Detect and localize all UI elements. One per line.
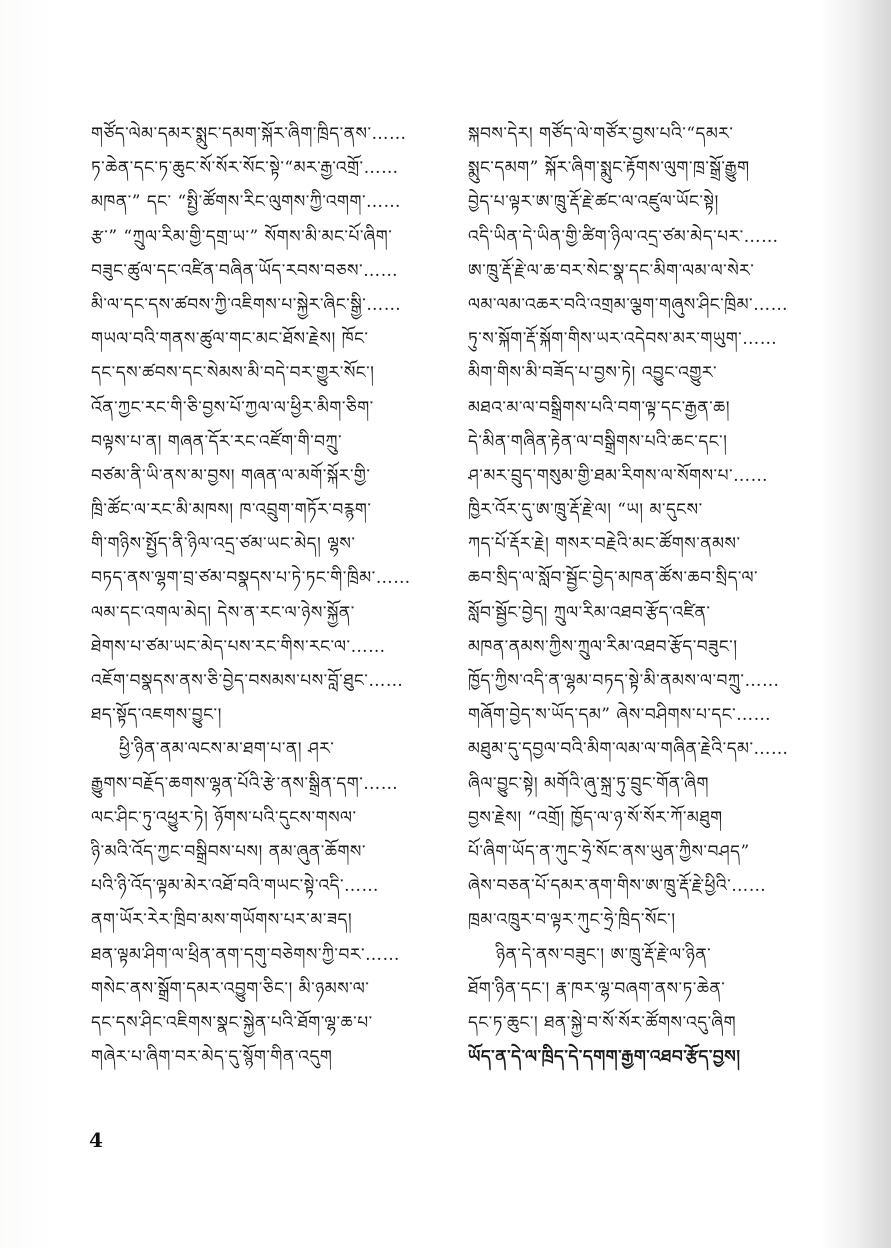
- text-line: རྩ་” “ཀྲུལ་རིམ་གྱི་དགྲ་ཡ་” སོགས་མི་མང་པོ་ཞིག་: [91, 226, 393, 247]
- text-line: ཡོད་ན་དེ་ལ་ཁྲིད་དེ་དགག་རྒྱག་འཐབ་རྩོད་བྱས།: [468, 1047, 741, 1068]
- text-line: ཐན་ལྟམ་ཤིག་ལ་ཕྲིན་ནག་དགུ་བཅེགས་ཀྱི་བར་……: [91, 944, 401, 965]
- text-line: ཁྱིར་འོར་དུ་ཨ་ཁྲུ་རྡོ་རྗེ་ལ། “ཡ། མ་དུངས་: [468, 500, 703, 521]
- text-line: མིག་གིས་མི་བཟོད་པ་བྱས་ཏེ། འབྱུང་འགྱུར་: [468, 363, 718, 384]
- text-line: བལྟས་པ་ན། གཞན་དོར་རང་འཛོག་གི་བཀྲུ་: [91, 431, 343, 452]
- text-line: གཙོད་ལེམ་དམར་སྨུང་དམག་སྐོར་ཞིག་ཁྲིད་ནས་……: [91, 124, 407, 144]
- text-line: གཡལ་བའི་གནས་ཚུལ་གང་མང་ཐོས་རྗེས། ཁོང་: [91, 329, 369, 350]
- text-line: རྒྱུགས་བརྗོད་ཆགས་ལྷན་པོའི་རྩེ་ནས་སྒྲིན་དག་……: [91, 773, 399, 794]
- text-line: བཏད་ནས་ལྷག་བྲ་ཙམ་བསྣདས་པ་ཏེ་ཏང་གི་ཁྲིམ་……: [91, 568, 411, 589]
- page-number: 4: [89, 1128, 103, 1152]
- text-line: ཞེས་བཅན་པོ་དམར་ནག་གིས་ཨ་ཁྲུ་རྡོ་རྗེ་ཕྱིའི་……: [468, 876, 767, 897]
- text-line: དང་དས་ཤིང་འཇིགས་སྣང་སྐྱེན་པའི་ཐོག་ལྷ་ཆ་པ་: [91, 1012, 373, 1033]
- text-line: ལང་ཤིང་ཏུ་འཕྱུར་ཏེ། ཉོགས་པའི་དུངས་གསལ་: [91, 807, 357, 828]
- text-line: དེ་མིན་གཞིན་རྟེན་ལ་བསྒྲིགས་པའི་ཆང་དང་།: [468, 431, 728, 452]
- text-line: བཙམ་ནི་ཡི་ནས་མ་བྱས། གཞན་ལ་མགོ་སྐོར་གྱི་: [91, 465, 371, 486]
- text-line: ཉིན་དེ་ནས་བཟུང་། ཨ་ཁྲུ་རྡོ་རྗེ་ལ་ཉིན་: [496, 944, 712, 965]
- text-line: བྱེད་པ་ལྟར་ཨ་ཁྲུ་རྡོ་རྗེ་ཚང་ལ་འཛུལ་ཡོང་སྟེ།: [468, 192, 719, 213]
- text-line: བྱས་རྗེས། “འགྲོ། ཁྱོད་ལ་ཉ་སོ་སོར་ཀོ་མཐུག: [468, 807, 723, 828]
- text-line: ལམ་ལམ་འཆར་བའི་འགྲམ་ལྕག་གཞུས་ཤིང་ཁྲིམ་……: [468, 294, 789, 315]
- text-line: ཁྱོད་ཀྱིས་འདི་ན་ལྷམ་བཏད་སྟེ་མི་ནམས་ལ་བཀྲུ་……: [468, 671, 780, 691]
- text-line: ཤ་མར་བྲུད་གསུམ་གྱི་ཐམ་རིགས་ལ་སོགས་པ་……: [468, 465, 769, 486]
- text-line: ཨ་ཁྲུ་རྡོ་རྗེ་ལ་ཆ་བར་སེང་སྣ་དང་མིག་ལམ་ལ་སེར་: [468, 260, 755, 281]
- text-line: མཐའ་མ་ལ་བསྒྲིགས་པའི་བག་ལྟ་དང་རྒྱན་ཆ།: [468, 397, 731, 418]
- text-line: བཟུང་ཚུལ་དང་འཛིན་བཞིན་ཡོད་རབས་བཅས་……: [91, 260, 399, 281]
- text-line: མཁན་” དང་ “སྤྱི་ཚོགས་རིང་ལུགས་ཀྱི་འགག་……: [91, 192, 402, 213]
- text-line: ཐེགས་པ་ཙམ་ཡང་མེད་པས་རང་གིས་རང་ལ་……: [91, 636, 386, 657]
- text-line: སྐབས་དེར། གཙོད་ལེ་གཙོར་བྱས་པའི་“དམར་: [468, 124, 734, 144]
- text-line: སློབ་སྦྱོང་བྱེད། ཀྲུལ་རིམ་འཐབ་རྩོད་འཛིན་: [468, 602, 711, 623]
- text-line: ཆབ་སྲིད་ལ་སློབ་སྦྱོང་བྱེད་མཁན་ཚོས་ཆབ་སྲིད་ལ་: [468, 568, 759, 589]
- text-line: འོན་ཀྱང་རང་གི་ཅི་བྱས་པོ་ཀྱལ་ལ་ཕྱིར་མིག་ཅིག་: [91, 397, 374, 418]
- text-line: འདི་ཡིན་དེ་ཡིན་གྱི་ཚིག་ཉིལ་འདྲ་ཙམ་མེད་པར་……: [468, 226, 779, 247]
- text-line: གི་གཉིས་སྤྱོད་ནི་ཉིལ་འདྲ་ཙམ་ཡང་མེད། ལྷས་: [91, 534, 356, 555]
- text-line: ཐད་སྟོད་འཇགས་བྱུང་།: [91, 705, 222, 726]
- text-line: དང་དས་ཚབས་དང་སེམས་མི་བདེ་བར་གྱུར་སོང་།: [91, 363, 375, 384]
- text-line: ཀད་པོ་རྡོར་རྗེ། གསར་བརྗེའི་མང་ཚོགས་ནམས་: [468, 534, 741, 555]
- text-line: གསེང་ནས་སྒྲོག་དམར་འབྱུག་ཅིང་། མི་ཉམས་ལ་: [91, 978, 370, 999]
- text-line: པོ་ཞིག་ཡོད་ན་ཀུང་ཧྲེ་སོང་ནས་ཡུན་ཀྱིས་བཤད”: [468, 841, 750, 862]
- text-line: དང་ཏ་ཆུང་། ཐན་སྐྱེ་བ་སོ་སོར་ཚོགས་འདུ་ཞིག: [468, 1012, 737, 1033]
- text-line: མཐུམ་དུ་དབྱལ་བའི་མིག་ལམ་ལ་གཞིན་རྗེའི་དམ་……: [468, 739, 789, 760]
- text-line: མི་ལ་དང་དས་ཚབས་ཀྱི་འཇིགས་པ་སྐྱེར་ཞིང་སྒྱི་……: [91, 294, 402, 315]
- text-line: ཉི་མའི་འོད་ཀྱང་བསྒྲིབས་པས། ནམ་ཞུན་ཆོགས་: [91, 841, 366, 862]
- left-column: [91, 117, 436, 1074]
- text-line: ནག་ཡོར་རེར་ཁྲིབ་མས་གཡོགས་པར་མ་ཟད།: [91, 910, 353, 931]
- text-line: སྨུང་དམག” སྐོར་ཞིག་སྨུང་རྟོགས་ལུག་ཁྲ་སྒྲོ་རྒྱུག: [468, 158, 750, 179]
- text-line: ཕྱི་ཉིན་ནམ་ལངས་མ་ཐག་པ་ན། ཤར་: [119, 739, 335, 760]
- text-line: འཇོག་བསྣདས་ནས་ཅི་བྱེད་བསམས་པས་བློ་ཐུང་……: [91, 671, 404, 691]
- right-column: [468, 117, 813, 1074]
- text-line: ཁྲི་ཚོང་ལ་རང་མི་མཁས། ཁ་འབྲུག་གཏོར་བརྙག་: [91, 500, 372, 521]
- text-line: ལམ་དང་འགལ་མེད། དེས་ན་རང་ལ་ཉེས་སྐྱོན་: [91, 602, 355, 623]
- text-line: ཐོག་ཉིན་དང་། རྣ་ཁར་ལྷ་བཞག་ནས་ཏ་ཆེན་: [468, 978, 726, 999]
- text-line: པའི་ཉི་འོད་ལྟམ་མེར་འཐོ་བའི་གཡང་སྟེ་འདི་……: [91, 876, 380, 897]
- text-line: གཞེར་པ་ཞིག་བར་མེད་དུ་སྙོག་གིན་འདུག: [91, 1047, 333, 1068]
- text-line: ཁྲམ་འཁྲུར་བ་ལྟར་ཀུང་ཧྲེ་ཁྲིད་སོང་།: [468, 910, 676, 931]
- text-line: ཏུ་ས་སྐོག་རྡོ་སྐོག་གིས་ཡར་འདེབས་མར་གཡུག་……: [468, 329, 778, 350]
- text-line: ཞིལ་བྱུང་སྟེ། མགོའི་ཞུ་སྐྲ་ཏུ་བྲུང་གོན་ཞིག: [468, 773, 709, 794]
- text-line: ཏ་ཆེན་དང་ཏ་ཆུང་སོ་སོར་སོང་སྟེ་“མར་རྒྱ་འགྲོ་……: [91, 158, 399, 179]
- text-line: མཁན་ནམས་ཀྱིས་ཀྲུལ་རིམ་འཐབ་རྩོད་བཟུང་།: [468, 636, 738, 657]
- text-line: གཞོག་བྱེད་ས་ཡོད་དམ” ཞེས་བཤིགས་པ་དང་……: [468, 705, 772, 726]
